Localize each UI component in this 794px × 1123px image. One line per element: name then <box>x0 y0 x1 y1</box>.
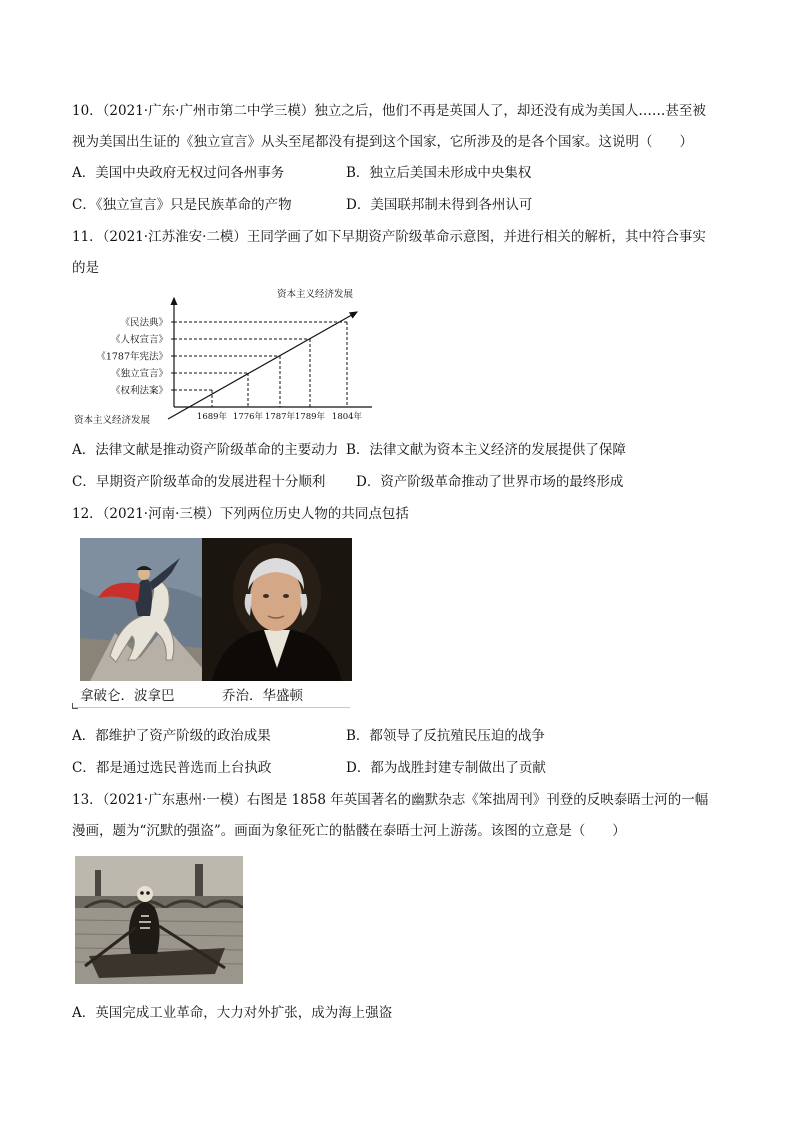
x-tick-label-3: 1789年 <box>294 412 326 422</box>
q10-option-a[interactable]: A．美国中央政府无权过问各州事务 <box>72 165 285 181</box>
x-tick-label-1: 1776年 <box>232 412 264 422</box>
caption-washington: 乔治．华盛顿 <box>222 688 303 704</box>
q11-option-c[interactable]: C．早期资产阶级革命的发展进程十分顺利 <box>72 474 326 490</box>
q10-option-c[interactable]: C．《独立宣言》只是民族革命的产物 <box>72 197 292 213</box>
q10-stem-line1: 10．（2021·广东·广州市第二中学三模）独立之后，他们不再是英国人了，却还没有成为美国人……甚至被 <box>72 103 706 119</box>
y-tick-label-4: 《民法典》 <box>120 317 168 329</box>
x-tick-label-2: 1787年 <box>264 412 296 422</box>
q10-option-b[interactable]: B．独立后美国未形成中央集权 <box>346 165 532 181</box>
revolution-diagram <box>72 285 372 430</box>
x-tick-label-0: 1689年 <box>196 412 228 422</box>
q13-option-a[interactable]: A．英国完成工业革命，大力对外扩张，成为海上强盗 <box>72 1005 393 1021</box>
y-tick-label-1: 《独立宣言》 <box>110 368 168 380</box>
y-tick-label-3: 《人权宣言》 <box>110 334 168 346</box>
q11-stem-line2: 的是 <box>72 260 99 276</box>
washington-portrait <box>202 538 352 681</box>
image-anchor-mark <box>72 703 78 709</box>
silent-highwayman-cartoon <box>75 856 243 984</box>
q11-option-d[interactable]: D．资产阶级革命推动了世界市场的最终形成 <box>356 474 624 490</box>
divider <box>72 707 350 708</box>
q11-option-b[interactable]: B．法律文献为资本主义经济的发展提供了保障 <box>346 442 626 458</box>
q10-option-d[interactable]: D．美国联邦制未得到各州认可 <box>346 197 533 213</box>
q13-stem-line2: 漫画，题为“沉默的强盗”。画面为象征死亡的骷髅在泰晤士河上游荡。该图的立意是（ ） <box>72 823 626 839</box>
q12-option-c[interactable]: C．都是通过选民普选而上台执政 <box>72 760 272 776</box>
q10-stem-line2: 视为美国出生证的《独立宣言》从头至尾都没有提到这个国家，它所涉及的是各个国家。这说明（ ） <box>72 134 693 150</box>
caption-napoleon: 拿破仑．波拿巴 <box>80 688 175 704</box>
q12-option-a[interactable]: A．都维护了资产阶级的政治成果 <box>72 728 271 744</box>
y-tick-label-0: 《权利法案》 <box>110 385 168 397</box>
q13-stem-line1: 13．（2021·广东惠州·一模）右图是 1858 年英国著名的幽默杂志《笨拙周刊》刊登的反映泰晤士河的一幅 <box>72 792 709 808</box>
y-tick-label-2: 《1787年宪法》 <box>96 351 168 363</box>
q12-option-d[interactable]: D．都为战胜封建专制做出了贡献 <box>346 760 546 776</box>
x-tick-label-4: 1804年 <box>331 412 363 422</box>
trend-line <box>168 312 357 419</box>
q12-stem: 12．（2021·河南·三模）下列两位历史人物的共同点包括 <box>72 506 409 522</box>
x-axis-label: 资本主义经济发展 <box>74 415 151 426</box>
napoleon-painting <box>80 538 202 681</box>
chart-title: 资本主义经济发展 <box>277 289 354 300</box>
q11-option-a[interactable]: A．法律文献是推动资产阶级革命的主要动力 <box>72 442 339 458</box>
q12-option-b[interactable]: B．都领导了反抗殖民压迫的战争 <box>346 728 545 744</box>
q11-stem-line1: 11．（2021·江苏淮安·二模）王同学画了如下早期资产阶级革命示意图，并进行相关的解析，其中符合事实 <box>72 229 706 245</box>
